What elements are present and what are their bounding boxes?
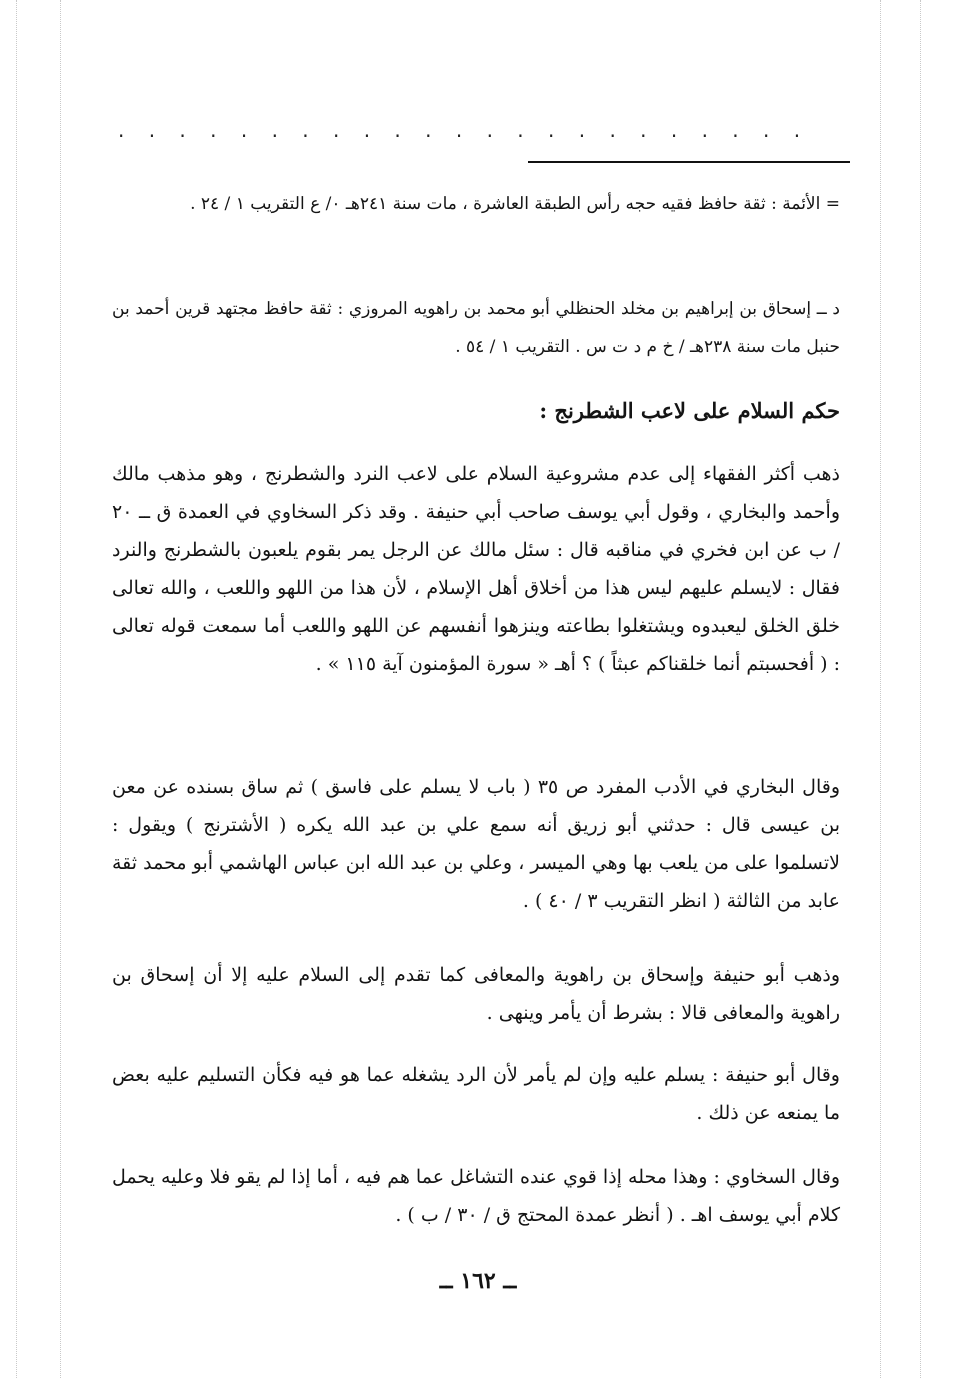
page-number: ــ ١٦٢ ــ: [439, 1268, 517, 1294]
paragraph-3: وذهب أبو حنيفة وإسحاق بن راهوية والمعافى كما تقدم إلى السلام عليه إلا أن إسحاق بن راهوية والمعافى قالا : بشرط أن يأمر وينهى .: [112, 964, 840, 1024]
scan-guide-line: [16, 0, 17, 1378]
scan-guide-line: [920, 0, 921, 1378]
footnote-1: = الأئمة : ثقة حافظ فقيه حجه رأس الطبقة العاشرة ، مات سنة ٢٤١هـ ٠/ ع التقريب ١ / ٢٤ .: [190, 194, 840, 214]
separator-dots: . . . . . . . . . . . . . . . . . . . . . . .: [118, 118, 810, 142]
footnote-rule: [528, 161, 850, 163]
paragraph-5: وقال السخاوي : وهذا محله إذا قوي عنده التشاغل عما هم فيه ، أما إذا لم يقو فلا وعليه يحمل كلام أبي يوسف اهـ . ( أنظر عمدة المحتج ق / ٣٠ / ب ) .: [112, 1166, 840, 1226]
scan-guide-line: [880, 0, 881, 1378]
paragraph-4: وقال أبو حنيفة : يسلم عليه وإن لم يأمر لأن الرد يشغله عما هو فيه فكأن التسليم عليه بعض ما يمنعه عن ذلك .: [112, 1064, 840, 1124]
paragraph-1: ذهب أكثر الفقهاء إلى عدم مشروعية السلام على لاعب النرد والشطرنج ، وهو مذهب مالك وأحمد والبخاري ، وقول أبي يوسف صاحب أبي حنيفة . وقد ذكر السخاوي في العمدة ق ــ ٢٠ / ب عن ابن فخري في مناقبه قال : سئل مالك عن الرجل يمر بقوم يلعبون بالشطرنج والنرد فقال : لايسلم عليهم ليس هذا من أخلاق أهل الإسلام ، لأن هذا من اللهو واللعب ، والله تعالى خلق الخلق ليعبدوه ويشتغلوا بطاعته وينزهوا أنفسهم عن اللهو واللعب أما سمعت قوله تعالى : ( أفحسبتم أنما خلقناكم عبثاً ) ؟ أهـ « سورة المؤمنون آية ١١٥ » .: [112, 463, 840, 675]
footnote-2: د ــ إسحاق بن إبراهيم بن مخلد الحنظلي أبو محمد بن راهويه المروزي : ثقة حافظ مجتهد قرين أحمد بن حنبل مات سنة ٢٣٨هـ / خ م د ت س . التقريب ١ / ٥٤ .: [112, 299, 841, 357]
paragraph-2: وقال البخاري في الأدب المفرد ص ٣٥ ( باب لا يسلم على فاسق ) ثم ساق بسنده عن معن بن عيسى قال : حدثني أبو زريق أنه سمع علي بن عبد الله يكره ( الأشترنج ) ويقول : لاتسلموا على من يلعب بها وهي الميسر ، وعلي بن عبد الله ابن عباس الهاشمي أبو محمد ثقة عابد من الثالثة ( انظر التقريب ٣ / ٤٠ ) .: [112, 776, 841, 912]
section-heading: حكم السلام على لاعب الشطرنج :: [539, 398, 840, 423]
scan-guide-line: [60, 0, 61, 1378]
